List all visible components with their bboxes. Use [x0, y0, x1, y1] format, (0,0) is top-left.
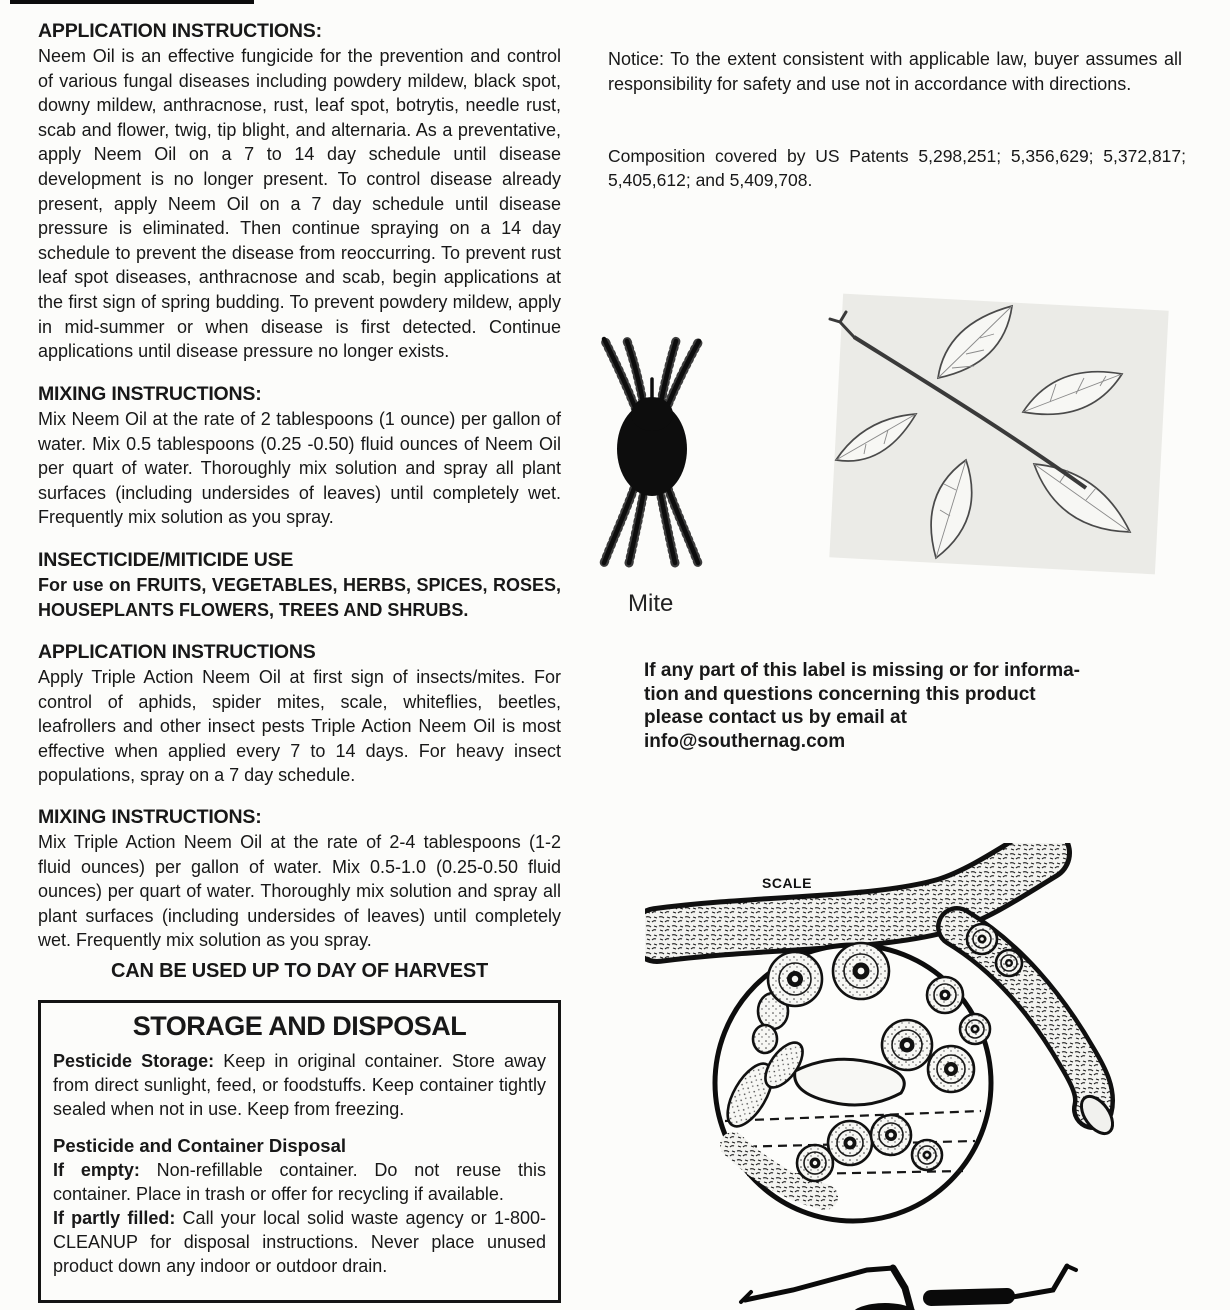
if-empty-label: If empty: [53, 1160, 140, 1180]
mite-illustration [596, 315, 710, 575]
mite-caption: Mite [628, 590, 674, 617]
if-empty-paragraph [53, 1158, 546, 1206]
if-empty-text: Non-refillable container. Do not reuse this container. Place in trash or offer for recycling if available. [53, 1160, 546, 1204]
scale-insects-illustration [645, 843, 1207, 1235]
mixing-instructions-2-heading: MIXING INSTRUCTIONS: [38, 806, 262, 828]
application-instructions-1-heading: APPLICATION INSTRUCTIONS: [38, 20, 322, 42]
if-partly-filled-text: Call your local solid waste agency or 1-800-CLEANUP for disposal instructions. Never place unused product down any indoor or outdoor drain. [53, 1208, 546, 1276]
contact-email: info@southernag.com [644, 730, 846, 752]
if-partly-filled-label: If partly filled: [53, 1208, 176, 1228]
patents-paragraph: Composition covered by US Patents 5,298,251; 5,356,629; 5,372,817; 5,405,612; and 5,409,708. [608, 146, 1186, 190]
application-instructions-2-heading: APPLICATION INSTRUCTIONS [38, 641, 316, 663]
contact-line-1: If any part of this label is missing or for informa- [644, 660, 1081, 681]
storage-box-title: STORAGE AND DISPOSAL [132, 1011, 467, 1041]
cropped-header-band [10, 0, 254, 4]
disposal-heading: Pesticide and Container Disposal [53, 1135, 346, 1156]
contact-line-2: tion and questions concerning this product [644, 683, 1036, 705]
pesticide-storage-paragraph [53, 1049, 546, 1121]
insecticide-miticide-use-heading: INSECTICIDE/MITICIDE USE [38, 549, 294, 571]
harvest-note: CAN BE USED UP TO DAY OF HARVEST [110, 960, 489, 982]
pesticide-storage-text: Keep in original container. Store away from direct sunlight, feed, or foodstuffs. Keep container tightly sealed when not in use. Keep from freezing. [53, 1051, 547, 1119]
storage-box-spacer [53, 1121, 546, 1134]
if-partly-filled-paragraph [53, 1206, 546, 1278]
mixing-instructions-1-heading: MIXING INSTRUCTIONS: [38, 383, 262, 405]
application-instructions-1-body: Neem Oil is an effective fungicide for the prevention and control of various fungal diseases including powdery mildew, black spot, downy mildew, anthracnose, rust, leaf spot, botrytis, needle rust, scab and flower, twig, tip blight, and alternaria. As a preventative, apply Neem Oil on a 7 to 14 day schedule until disease development is no longer present. To control disease already present, apply Neem Oil on a 7 day schedule until disease pressure is eliminated. Then continue spraying on a 14 day schedule to prevent the disease from reoccurring. To prevent rust leaf spot diseases, anthracnose and scab, begin applications at the first sign of spring budding. To prevent powdery mildew, apply in mid-summer or when disease is first detected. Continue applications until disease pressure no longer exists. [38, 46, 561, 362]
storage-and-disposal-box [38, 1000, 561, 1303]
insect-legs-fragment [735, 1258, 1080, 1310]
scale-caption: SCALE [762, 875, 812, 891]
application-instructions-2-body: Apply Triple Action Neem Oil at first sign of insects/mites. For control of aphids, spider mites, scale, whiteflies, beetles, leafrollers and other insect pests Triple Action Neem Oil is most effective when applied every 7 to 14 days. For heavy insect populations, spray on a 7 day schedule. [38, 667, 561, 786]
contact-line-3: please contact us by email at [644, 707, 907, 728]
contact-block [644, 659, 1092, 753]
pesticide-storage-label: Pesticide Storage: [53, 1051, 215, 1071]
mixing-instructions-1-body: Mix Neem Oil at the rate of 2 tablespoons (1 ounce) per gallon of water. Mix 0.5 tablespoons (0.25 -0.50) fluid ounces of Neem Oil per quart of water. Thoroughly mix solution and spray all plant surfaces (including undersides of leaves) until completely wet. Frequently mix solution as you spray. [38, 409, 561, 528]
rose-branch-illustration [788, 292, 1174, 578]
insecticide-miticide-use-body: For use on FRUITS, VEGETABLES, HERBS, SPICES, ROSES, HOUSEPLANTS FLOWERS, TREES AND SHRUBS. [38, 575, 561, 620]
notice-paragraph: Notice: To the extent consistent with applicable law, buyer assumes all responsibility for safety and use not in accordance with directions. [608, 49, 1182, 94]
mixing-instructions-2-body: Mix Triple Action Neem Oil at the rate of 2-4 tablespoons (1-2 fluid ounces) per gallon of water. Mix 0.5-1.0 (0.25-0.50 fluid ounces) per quart of water. Thoroughly mix solution and spray all plant surfaces (including undersides of leaves) until completely wet. Frequently mix solution as you spray. [38, 832, 561, 951]
